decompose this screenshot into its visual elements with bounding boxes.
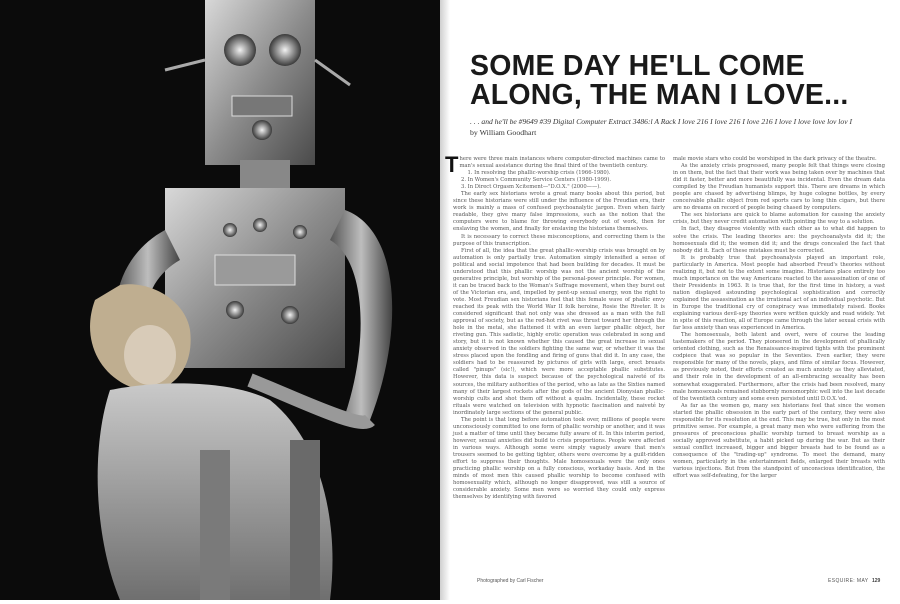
article-paragraph: The homosexuals, both latent and overt, were of course the leading tastemakers of the period. They pioneered in the development of phallically oriented clothing, such as the Renaissance-inspired tights with the prominent codpiece that was so popular in the Seventies. Even earlier, they were responsible for many of the novels, plays, and films of similar focus. However, as previously noted, their efforts created as much anxiety as they alleviated, and their role in the development of an all-embracing sexuality has been somewhat exaggerated. Furthermore, after the crisis had been resolved, many male homosexuals remained stubbornly monomorphic well into the last decade of the twentieth century and some even persisted until D.O.X.'ed.: [673, 332, 885, 402]
article-paragraph: First of all, the idea that the great phallic-worship crisis was brought on by automation is only partially true. Automation simply intensified a sense of political and social impotence that had been building for decades. It must be understood that this phallic worship was not the ancient worship of the generative principle, but worship of the personal-power principle. For women, it can be traced back to the Woman's Suffrage movement, when they burst out of the Victorian era, and, impelled by pent-up sexual energy, won the right to vote. Most Freudian sex historians feel that this female wave of phallic envy reached its peak with the World War II folk heroine, Rosie the Riveter. It is considered significant that not only was she dressed as a man with the full approval of society, but as the red-hot rivet was thrust toward her through the hole in the metal, she flattened it with an even larger phallic object, her riveting gun. This sadistic, highly erotic operation was celebrated in song and story, but it is not known whether this caused the great increase in sexual anxiety observed in the soldiers fighting the same war, or whether it was the stress placed upon the fondling and firing of guns that did it. In any case, the soldiers had to be reassured by pictures of girls with large, erect breasts called "pinups" (sic!), which were more acceptable phallic substitutes. However, this data is suspect because of the psychological naiveté of its sources, the military authorities of the period, who as late as the Sixties named many of their largest rockets after the gods of the ancient Dionysian phallic-worship cults and shot them off without a qualm. Incidentally, these rocket rituals were watched on television with hypnotic fascination and naiveté by inordinately large sections of the general public.: [453, 247, 665, 416]
article-paragraph: The sex historians are quick to blame automation for causing the anxiety crisis, but they never credit automation with pointing the way to a solution.: [673, 212, 885, 226]
article-paragraph: As far as the women go, many sex historians feel that since the women started the phallic obsession in the early part of the century, they were also responsible for its resolution at the end. This may be true, but only in the most primitive sense. For example, a great many men who were suffering from the pressures of preconscious phallic worship turned to breast worship as a socially approved substitute, a habit picked up during the war. But as their sexual conflict increased, bigger and bigger breasts had to be found as a consequence of the "trading-up" syndrome. To meet the demand, many women, particularly in the entertainment fields, enlarged their breasts with various injections. But from the standpoint of unconscious identification, the effort was self-defeating, for the larger: [673, 402, 885, 480]
page-gutter: [440, 0, 450, 600]
article-paragraph: The point is that long before automation took over, millions of people were unconsciously committed to one form of phallic worship or another, and it was just a matter of time until they became fully aware of it. In this interim period, however, sexual anxieties did build to crisis proportions. People were affected in various ways. Although some were simply vaguely aware that men's trousers seemed to be getting tighter, others were overcome by a guilt-ridden effort to suppress their thoughts. Male homosexuals were the only ones practicing phallic worship on a fully conscious, workaday basis. And in the minds of most men this caused phallic worship to become confused with homosexuality which, although no longer disapproved, was still a source of considerable anxiety. Some men were so worried they could only express themselves by identifying with favored: [453, 416, 665, 501]
magazine-folio: ESQUIRE: MAY: [828, 578, 869, 584]
article-paragraph: male movie stars who could be worshiped in the dark privacy of the theatre.: [673, 156, 877, 162]
woman-face: [124, 325, 176, 385]
article-paragraph: The early sex historians wrote a great many books about this period, but since these historians were still under the influence of the Freudian era, their work is mainly a mass of confused psychoanalytic jargon. Even when fairly readable, they give many false impressions, such as the notion that the computers were to blame for throwing everybody out of work, then for enslaving the women, and finally for enslaving the historians themselves.: [453, 191, 665, 233]
article-paragraph: As the anxiety crisis progressed, many people felt that things were closing in on them, but the fact that their work was being taken over by machines that did it faster, better and more beautifully was incidental. Even the dream data compiled by the Freudian humanists support this. There are dreams in which people are chased by advertising blimps, by huge cologne bottles, by every conceivable phallic object from red sports cars to long thin cigars, but there are no dreams on record of people being chased by computers.: [673, 163, 885, 212]
photo-illustration: [0, 0, 440, 600]
list-item: 2. In Women's Community Service Centers (1980-1999).: [461, 177, 612, 184]
list-item: 3. In Direct Orgasm Xcitement—"D.O.X." (2000——).: [461, 184, 601, 191]
article-title: SOME DAY HE'LL COME ALONG, THE MAN I LOVE...: [470, 50, 849, 111]
page-number: 129: [872, 578, 881, 584]
robot-head: [205, 0, 315, 165]
robot-embrace-photo: [0, 0, 440, 600]
article-byline: by William Goodhart: [470, 128, 537, 137]
drop-cap: T: [445, 152, 459, 177]
article-column-1: [445, 152, 665, 556]
photo-credit: Photographed by Carl Fischer: [477, 578, 544, 584]
article-paragraph: There were three main instances where computer-directed machines came to man's sexual assistance during the final third of the twentieth century.: [445, 152, 665, 177]
article-paragraph: It is probably true that psychoanalysis played an important role, particularly in America. Most people had absorbed Freud's theories without realizing it, but not to the extent some imagine. Historians place entirely too much importance on the way Americans reacted to the assassination of one of their Presidents in 1963. It is true that, for the first time in history, a vast nation displayed astounding psychological sophistication and correctly explained the assassination as the irrational act of an individual psychotic. But in Europe the traditional cry of conspiracy was immediately raised. Books explaining various devil-spy theories were written quickly and read widely. Yet in spite of this reaction, all of Europe came through the later sexual crisis with far less anxiety than was experienced in America.: [673, 254, 885, 332]
article-paragraph: It is necessary to correct these misconceptions, and correcting them is the purpose of this transcription.: [453, 233, 665, 247]
list-item: 1. In resolving the phallic-worship crisis (1966-1980).: [467, 170, 611, 177]
article-subtitle: . . . and he'll be #9649 #39 Digital Computer Extract 3486:l A Rack I love 216 I love 216 I love 216 I love I love love lov lov I: [470, 117, 852, 126]
article-paragraph: In fact, they disagree violently with each other as to what did happen to solve the crisis. The leading theories are: the psychoanalysts did it; the homosexuals did it; the women did it; and the drugs concealed the fact that nobody did it. Each of these mistakes must be corrected.: [673, 226, 885, 254]
article-column-2: [673, 156, 885, 556]
